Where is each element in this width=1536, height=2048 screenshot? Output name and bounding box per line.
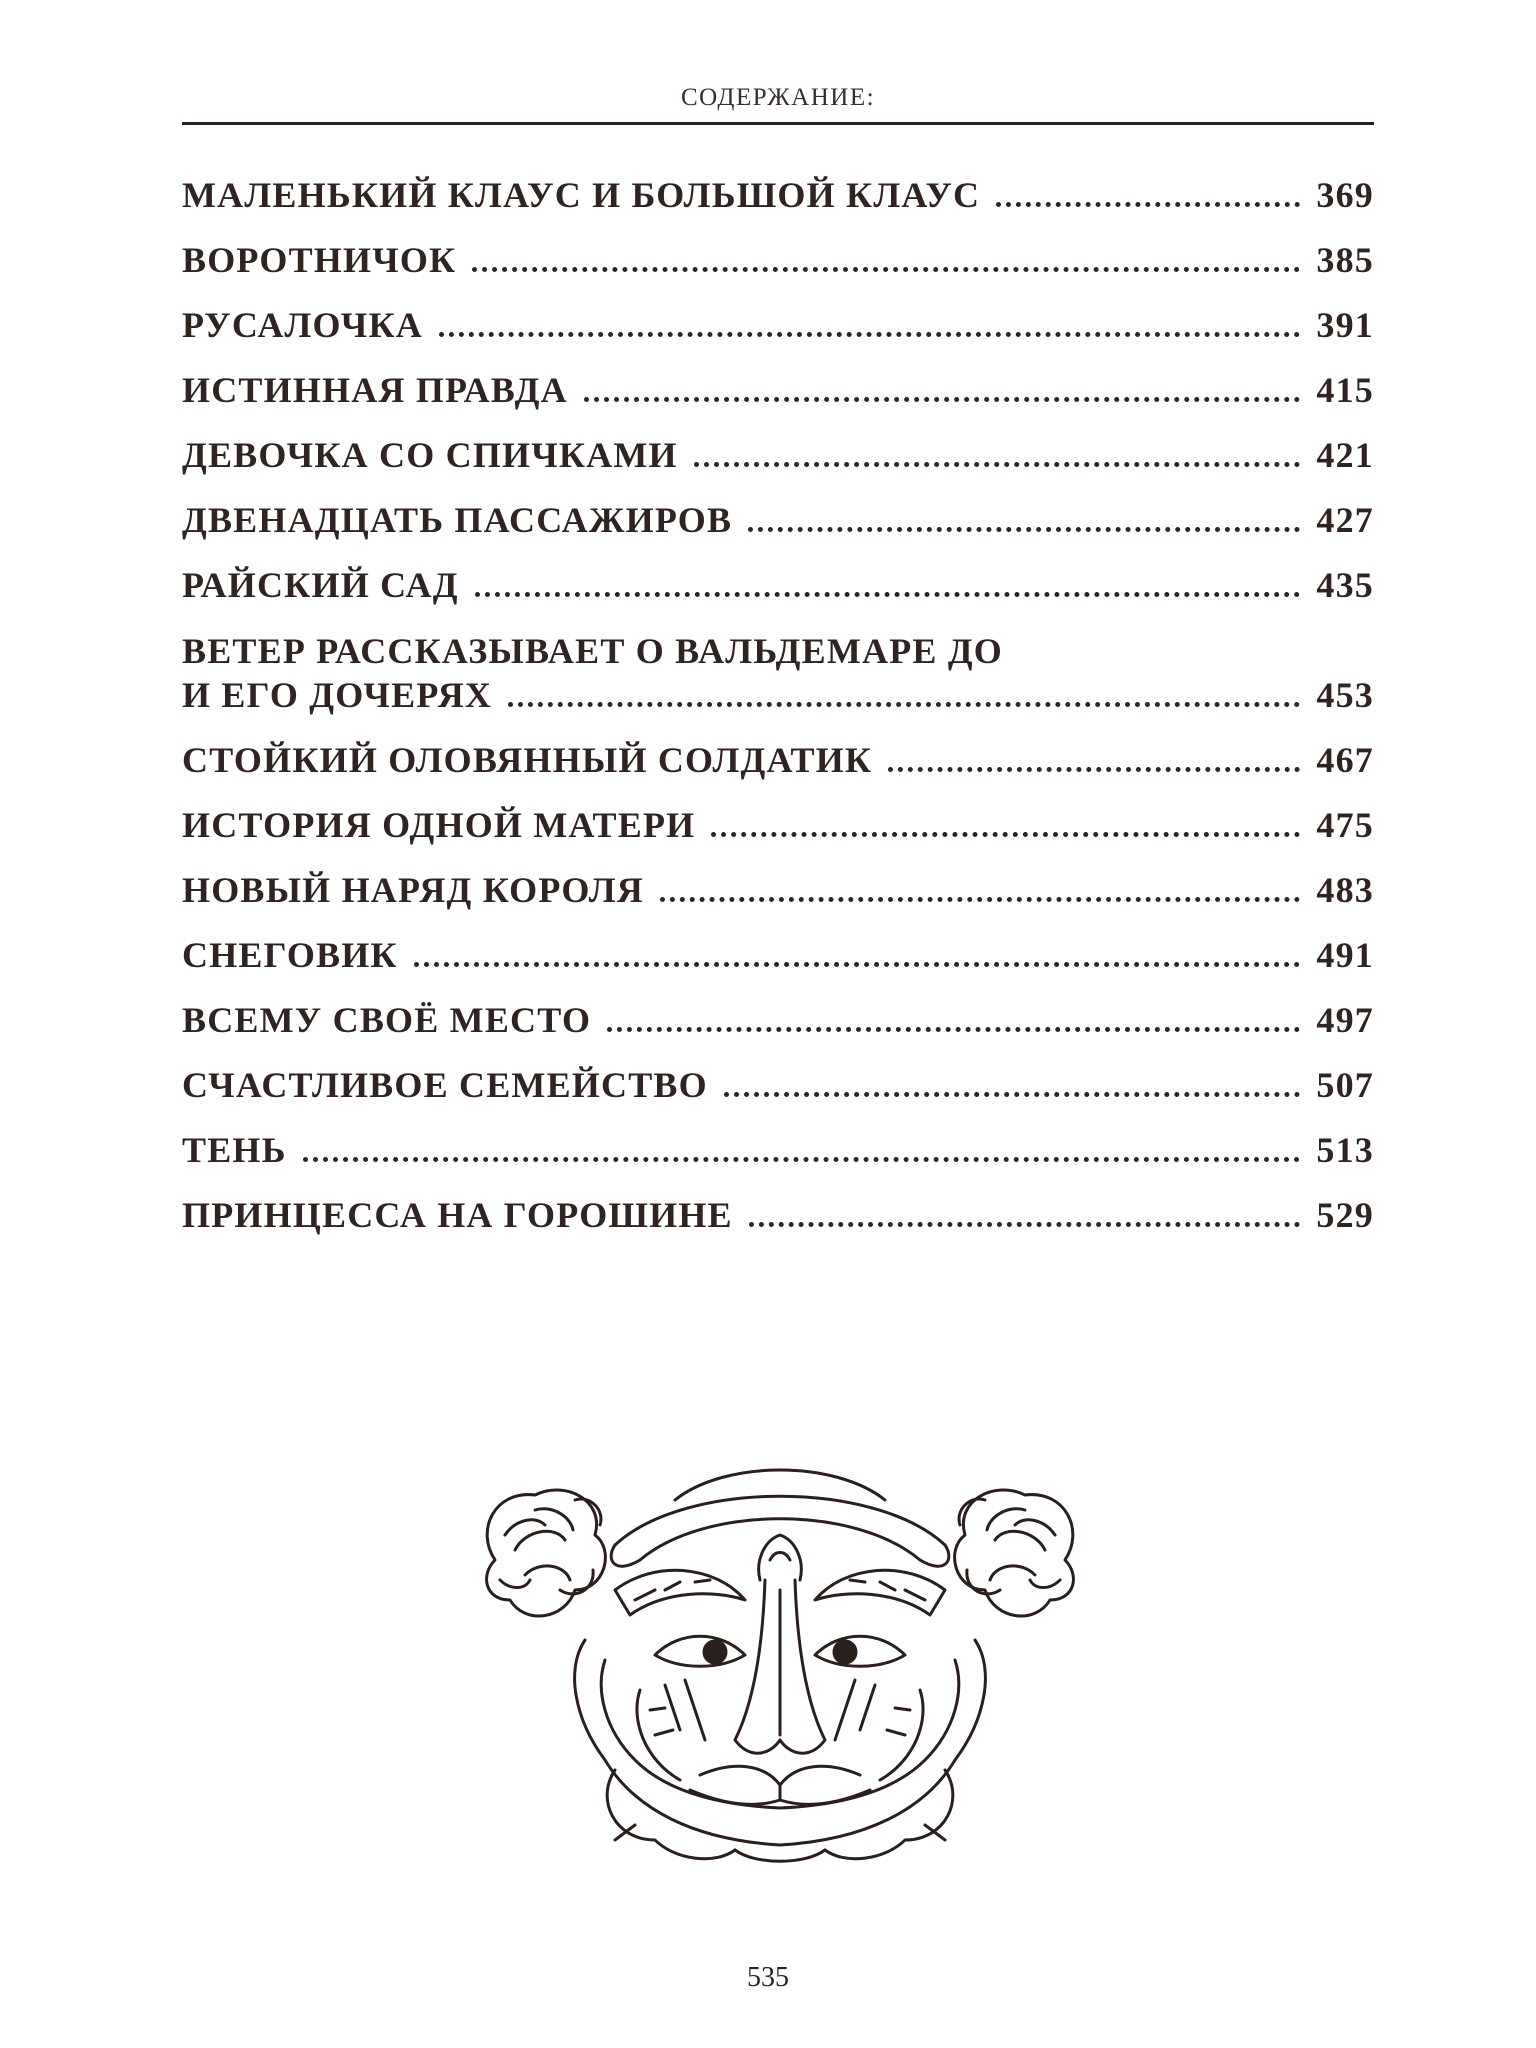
table-of-contents	[182, 152, 1374, 1237]
toc-entry-title: СЧАСТЛИВОЕ СЕМЕЙСТВО	[182, 1065, 708, 1105]
dot-leader	[475, 592, 1301, 597]
dot-leader	[749, 1222, 1301, 1227]
toc-entry-page: 529	[1316, 1195, 1374, 1235]
toc-entry-page: 475	[1316, 805, 1374, 845]
toc-entry[interactable]	[182, 282, 1374, 347]
toc-entry[interactable]	[182, 607, 1374, 717]
toc-entry-title: ПРИНЦЕССА НА ГОРОШИНЕ	[182, 1195, 733, 1235]
toc-entry-title: РАЙСКИЙ САД	[182, 565, 459, 605]
toc-entry[interactable]	[182, 542, 1374, 607]
running-head: СОДЕРЖАНИЕ:	[680, 84, 876, 111]
toc-entry[interactable]	[182, 782, 1374, 847]
toc-entry-title: ТЕНЬ	[182, 1130, 287, 1170]
toc-entry-title: ВОРОТНИЧОК	[182, 240, 457, 280]
toc-entry-title: ИСТОРИЯ ОДНОЙ МАТЕРИ	[182, 805, 696, 845]
toc-entry-page: 453	[1316, 675, 1374, 715]
dot-leader	[711, 832, 1300, 837]
dot-leader	[607, 1027, 1300, 1032]
toc-entry-title: НОВЫЙ НАРЯД КОРОЛЯ	[182, 870, 644, 910]
grotesque-mask-icon	[465, 1440, 1095, 1880]
toc-entry[interactable]	[182, 717, 1374, 782]
dot-leader	[996, 202, 1300, 207]
toc-entry-page: 369	[1316, 175, 1374, 215]
toc-entry-title: ДЕВОЧКА СО СПИЧКАМИ	[182, 435, 678, 475]
toc-entry[interactable]	[182, 1172, 1374, 1237]
toc-entry-page: 483	[1316, 870, 1374, 910]
toc-entry-page: 507	[1316, 1065, 1374, 1105]
dot-leader	[748, 527, 1300, 532]
toc-entry-title: ИСТИННАЯ ПРАВДА	[182, 370, 568, 410]
toc-entry-page: 427	[1316, 500, 1374, 540]
toc-entry-page: 415	[1316, 370, 1374, 410]
dot-leader	[660, 897, 1300, 902]
dot-leader	[694, 462, 1301, 467]
dot-leader	[888, 767, 1300, 772]
dot-leader	[439, 332, 1300, 337]
toc-entry-title: СТОЙКИЙ ОЛОВЯННЫЙ СОЛДАТИК	[182, 740, 873, 780]
toc-entry[interactable]	[182, 477, 1374, 542]
toc-entry[interactable]	[182, 1042, 1374, 1107]
toc-entry-title: РУСАЛОЧКА	[182, 305, 423, 345]
toc-entry[interactable]	[182, 152, 1374, 217]
toc-entry[interactable]	[182, 1107, 1374, 1172]
toc-entry[interactable]	[182, 217, 1374, 282]
page-number: 535	[747, 1962, 789, 1993]
header-rule	[182, 122, 1374, 125]
dot-leader	[303, 1157, 1301, 1162]
toc-entry[interactable]	[182, 412, 1374, 477]
dot-leader	[584, 397, 1301, 402]
dot-leader	[414, 962, 1301, 967]
toc-entry-title: ДВЕНАДЦАТЬ ПАССАЖИРОВ	[182, 500, 733, 540]
toc-entry-title: МАЛЕНЬКИЙ КЛАУС И БОЛЬШОЙ КЛАУС	[182, 175, 981, 215]
toc-entry-title: ВСЕМУ СВОЁ МЕСТО	[182, 1000, 592, 1040]
toc-entry[interactable]	[182, 912, 1374, 977]
dot-leader	[472, 267, 1300, 272]
toc-entry-page: 421	[1316, 435, 1374, 475]
toc-entry[interactable]	[182, 347, 1374, 412]
toc-entry-page: 391	[1316, 305, 1374, 345]
toc-entry-title: ВЕТЕР РАССКАЗЫВАЕТ О ВАЛЬДЕМАРЕ ДО	[182, 631, 1004, 671]
toc-entry-page: 491	[1316, 935, 1374, 975]
toc-entry-page: 435	[1316, 565, 1374, 605]
dot-leader	[724, 1092, 1301, 1097]
toc-entry-title-continued: И ЕГО ДОЧЕРЯХ	[182, 675, 493, 715]
toc-entry-page: 467	[1316, 740, 1374, 780]
toc-entry-page: 513	[1316, 1130, 1374, 1170]
toc-entry[interactable]	[182, 977, 1374, 1042]
dot-leader	[508, 702, 1300, 707]
toc-entry-page: 497	[1316, 1000, 1374, 1040]
toc-entry-title: СНЕГОВИК	[182, 935, 398, 975]
toc-entry[interactable]	[182, 847, 1374, 912]
toc-entry-page: 385	[1316, 240, 1374, 280]
